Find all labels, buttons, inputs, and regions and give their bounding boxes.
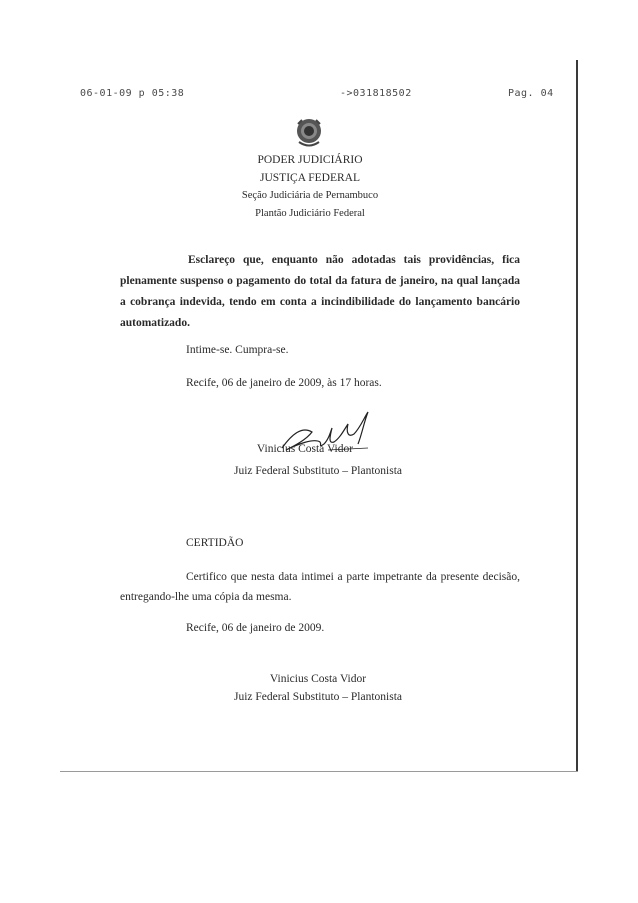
intime-line: Intime-se. Cumpra-se. [186,344,289,356]
certidao-paragraph [120,567,520,607]
page-edge-bottom [60,771,578,772]
fax-page: Pag. 04 [508,88,554,99]
certidao-signer-title: Juiz Federal Substituto – Plantonista [233,691,403,703]
decision-place-date: Recife, 06 de janeiro de 2009, às 17 horas. [186,377,382,389]
certidao-text: Certifico que nesta data intimei a parte impetrante da presente decisão, entregando-lhe uma cópia da mesma. [120,571,520,603]
fax-phone: ->031818502 [340,88,412,99]
fax-date-time: 06-01-09 p 05:38 [80,88,185,99]
decision-paragraph [120,250,520,334]
header-line-1: PODER JUDICIÁRIO [257,154,363,166]
certidao-title: CERTIDÃO [186,537,244,549]
certidao-signer-name: Vinicius Costa Vidor [269,673,367,685]
decision-text: Esclareço que, enquanto não adotadas tais providências, fica plenamente suspenso o pagamento do total da fatura de janeiro, na qual lançada a cobrança indevida, tendo em conta a incindibilidade do lançamento bancário automatizado. [120,254,520,329]
header-line-2: JUSTIÇA FEDERAL [260,172,360,184]
decision-signer-title: Juiz Federal Substituto – Plantonista [233,465,403,477]
certidao-place-date: Recife, 06 de janeiro de 2009. [186,622,325,634]
page-edge-right [576,60,578,772]
header-line-3: Seção Judiciária de Pernambuco [241,190,379,201]
coat-of-arms-icon [294,116,324,150]
header-line-4: Plantão Judiciário Federal [255,208,365,219]
decision-signer-name: Vinicius Costa Vidor [256,443,354,455]
